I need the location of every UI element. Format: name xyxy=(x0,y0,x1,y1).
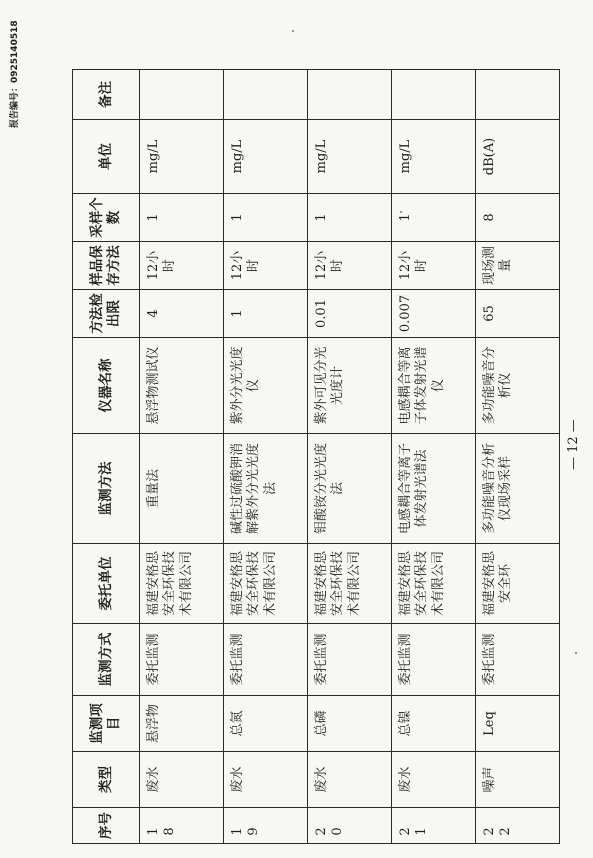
cell-client: 福建安格思安全环 xyxy=(476,544,560,624)
header-cell: 类型 xyxy=(73,752,140,808)
cell-type: 废水 xyxy=(308,752,392,808)
cell-type: 废水 xyxy=(224,752,308,808)
cell-client: 福建安格思安全环保技术有限公司 xyxy=(308,544,392,624)
cell-instrument: 多功能噪音分析仪 xyxy=(476,338,560,434)
cell-count: 1 xyxy=(392,194,476,242)
cell-mode: 委托监测 xyxy=(224,624,308,696)
header-cell: 序号 xyxy=(73,808,140,844)
cell-instrument: 电感耦合等离子体发射光谱仪 xyxy=(392,338,476,434)
page-number: — 12 — xyxy=(566,419,581,470)
cell-seq: 18 xyxy=(140,808,224,844)
cell-client: 福建安格思安全环保技术有限公司 xyxy=(392,544,476,624)
cell-count: 8 xyxy=(476,194,560,242)
cell-count: 1 xyxy=(308,194,392,242)
header-cell: 方法检出限 xyxy=(73,290,140,338)
table-row xyxy=(392,70,476,844)
cell-unit: mg/L xyxy=(140,120,224,194)
cell-mode: 委托监测 xyxy=(476,624,560,696)
scan-speck xyxy=(292,30,294,32)
scan-speck xyxy=(575,652,577,654)
cell-remark xyxy=(308,70,392,120)
cell-remark xyxy=(476,70,560,120)
cell-storage: 12小时 xyxy=(392,242,476,290)
cell-method: 多功能噪音分析仪现场采样 xyxy=(476,434,560,544)
header-cell: 采样个数 xyxy=(73,194,140,242)
cell-storage: 现场测量 xyxy=(476,242,560,290)
report-id: 报告编号：0925140518 xyxy=(10,20,20,128)
cell-instrument: 悬浮物测试仪 xyxy=(140,338,224,434)
header-cell: 委托单位 xyxy=(73,544,140,624)
table-row xyxy=(224,70,308,844)
header-cell: 监测项目 xyxy=(73,696,140,752)
cell-mode: 委托监测 xyxy=(140,624,224,696)
cell-type: 噪声 xyxy=(476,752,560,808)
cell-item: 悬浮物 xyxy=(140,696,224,752)
cell-limit: 0.007 xyxy=(392,290,476,338)
cell-remark xyxy=(392,70,476,120)
cell-instrument: 紫外可见分光光度计 xyxy=(308,338,392,434)
cell-type: 废水 xyxy=(140,752,224,808)
table-row xyxy=(308,70,392,844)
cell-limit: 65 xyxy=(476,290,560,338)
monitoring-table xyxy=(72,69,560,844)
cell-limit: 0.01 xyxy=(308,290,392,338)
table-row xyxy=(140,70,224,844)
cell-mode: 委托监测 xyxy=(392,624,476,696)
cell-seq: 21 xyxy=(392,808,476,844)
cell-storage: 12小时 xyxy=(224,242,308,290)
cell-client: 福建安格思安全环保技术有限公司 xyxy=(140,544,224,624)
cell-item: Leq xyxy=(476,696,560,752)
header-cell: 样品保存方法 xyxy=(73,242,140,290)
cell-method: 重量法 xyxy=(140,434,224,544)
cell-item: 总磷 xyxy=(308,696,392,752)
header-cell: 备注 xyxy=(73,70,140,120)
cell-unit: mg/L xyxy=(392,120,476,194)
cell-method: 电感耦合等离子体发射光谱法 xyxy=(392,434,476,544)
scan-speck xyxy=(400,211,402,213)
table-header-row xyxy=(73,70,140,844)
cell-seq: 20 xyxy=(308,808,392,844)
header-cell: 单位 xyxy=(73,120,140,194)
cell-remark xyxy=(140,70,224,120)
cell-limit: 1 xyxy=(224,290,308,338)
cell-client: 福建安格思安全环保技术有限公司 xyxy=(224,544,308,624)
cell-seq: 22 xyxy=(476,808,560,844)
cell-storage: 12小时 xyxy=(140,242,224,290)
cell-item: 总镍 xyxy=(392,696,476,752)
cell-remark xyxy=(224,70,308,120)
header-cell: 监测方法 xyxy=(73,434,140,544)
cell-unit: mg/L xyxy=(224,120,308,194)
table-row xyxy=(476,70,560,844)
cell-limit: 4 xyxy=(140,290,224,338)
cell-mode: 委托监测 xyxy=(308,624,392,696)
cell-item: 总氮 xyxy=(224,696,308,752)
cell-method: 钼酸铵分光光度法 xyxy=(308,434,392,544)
cell-unit: dB(A) xyxy=(476,120,560,194)
cell-count: 1 xyxy=(140,194,224,242)
header-cell: 仪器名称 xyxy=(73,338,140,434)
cell-storage: 12小时 xyxy=(308,242,392,290)
cell-unit: mg/L xyxy=(308,120,392,194)
cell-count: 1 xyxy=(224,194,308,242)
cell-seq: 19 xyxy=(224,808,308,844)
cell-instrument: 紫外分光光度仪 xyxy=(224,338,308,434)
header-cell: 监测方式 xyxy=(73,624,140,696)
cell-type: 废水 xyxy=(392,752,476,808)
cell-method: 碱性过硫酸钾消解紫外分光光度法 xyxy=(224,434,308,544)
